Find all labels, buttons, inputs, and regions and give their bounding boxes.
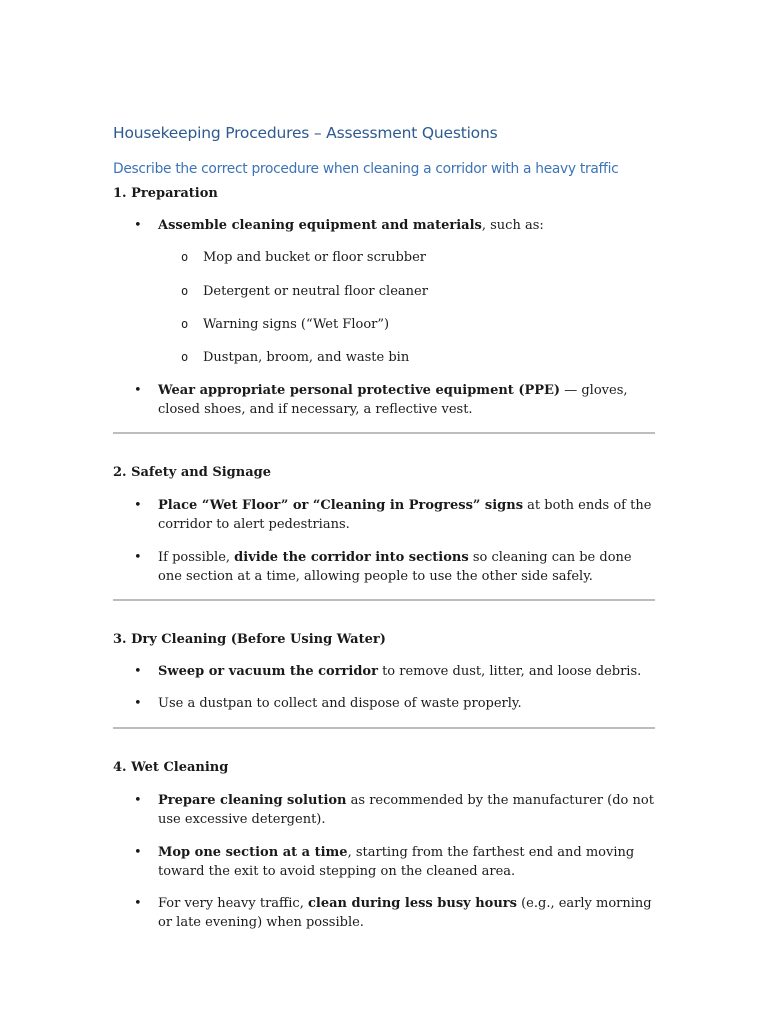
bullet-text: , starting from the farthest end and moving toward the exit to avoid stepping on the cleaned area. <box>158 845 635 879</box>
bullet-bold: Wear appropriate personal protective equipment (PPE) <box>158 383 561 398</box>
equipment-item: o Warning signs (“Wet Floor”) <box>203 315 389 334</box>
bullet-lead: For very heavy traffic, <box>158 896 308 911</box>
section-heading-safety-signage: 2. Safety and Signage <box>113 465 271 480</box>
bullet-lead: If possible, <box>158 550 235 565</box>
bullet-text: to remove dust, litter, and loose debris. <box>377 664 642 679</box>
bullet-prepare-solution <box>158 791 658 829</box>
section-divider <box>113 727 655 729</box>
bullet-text: as recommended by the manufacturer (do not use excessive detergent). <box>158 793 654 827</box>
section-heading-dry-cleaning: 3. Dry Cleaning (Before Using Water) <box>113 632 386 647</box>
equipment-item: o Detergent or neutral floor cleaner <box>203 282 428 301</box>
bullet-text: at both ends of the corridor to alert pedestrians. <box>158 498 652 532</box>
bullet-bold: Mop one section at a time <box>158 845 348 860</box>
bullet-bold: divide the corridor into sections <box>234 550 469 565</box>
bullet-ppe <box>158 381 658 419</box>
equipment-item: o Dustpan, broom, and waste bin <box>203 348 409 367</box>
bullet-bold: Assemble cleaning equipment and materials <box>158 218 482 233</box>
bullet-bold: Sweep or vacuum the corridor <box>158 664 378 679</box>
bullet-bold: clean during less busy hours <box>307 896 517 911</box>
section-heading-wet-cleaning: 4. Wet Cleaning <box>113 760 229 775</box>
bullet-place-signs <box>158 496 658 534</box>
section-divider <box>113 432 655 434</box>
bullet-mop-section <box>158 843 658 881</box>
bullet-text: — gloves, closed shoes, and if necessary, a reflective vest. <box>158 383 628 417</box>
section-heading-preparation: 1. Preparation <box>113 186 218 201</box>
bullet-text: so cleaning can be done one section at a time, allowing people to use the other side safely. <box>158 550 632 584</box>
section-divider <box>113 599 655 601</box>
assessment-question: Describe the correct procedure when cleaning a corridor with a heavy traffic <box>113 161 619 177</box>
bullet-text: (e.g., early morning or late evening) when possible. <box>158 896 652 930</box>
bullet-bold: Place “Wet Floor” or “Cleaning in Progress” signs <box>158 498 524 513</box>
bullet-sweep-vacuum <box>158 662 658 681</box>
bullet-bold: Prepare cleaning solution <box>158 793 347 808</box>
bullet-text: Use a dustpan to collect and dispose of waste properly. <box>158 696 522 711</box>
document-title: Housekeeping Procedures – Assessment Questions <box>113 124 498 142</box>
bullet-assemble-equipment <box>158 216 658 235</box>
bullet-dustpan <box>158 694 658 713</box>
equipment-item: o Mop and bucket or floor scrubber <box>203 248 426 267</box>
bullet-less-busy-hours <box>158 894 658 932</box>
bullet-divide-sections <box>158 548 658 586</box>
bullet-text: , such as: <box>481 218 544 233</box>
